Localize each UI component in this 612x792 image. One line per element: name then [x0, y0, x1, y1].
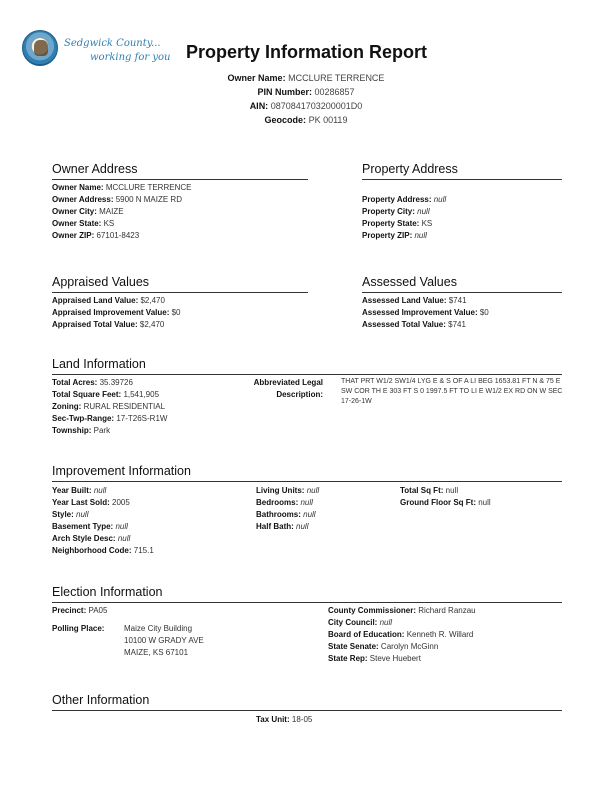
assessed-improvement-row: Assessed Improvement Value: $0: [362, 308, 489, 317]
header-owner-name: Owner Name: MCCLURE TERRENCE: [227, 73, 385, 83]
polling-place-line3: MAIZE, KS 67101: [124, 648, 189, 657]
property-address-row: Property Address: null: [362, 195, 447, 204]
improvement-information-rule: [52, 481, 562, 482]
ground-floor-sq-ft-row: Ground Floor Sq Ft: null: [400, 498, 491, 507]
other-information-rule: [52, 710, 562, 711]
polling-place-line2: 10100 W GRADY AVE: [124, 636, 204, 645]
year-built-row: Year Built: null: [52, 486, 107, 495]
legal-description-text: THAT PRT W1/2 SW1/4 LYG E & S OF A LI BEG 1653.81 FT N & 75 E SW COR TH E 303 FT S 0 1997.5 FT TO LI E W1/2 EX RD ON W SEC 17-26-1W: [341, 378, 563, 405]
bedrooms-row: Bedrooms: null: [256, 498, 313, 507]
total-acres-row: Total Acres: 35.39726: [52, 378, 133, 387]
assessed-values-rule: [362, 292, 562, 293]
logo-tagline: working for you: [90, 52, 171, 63]
logo-county-name: Sedgwick County...: [64, 38, 161, 49]
city-council-row: City Council: null: [328, 618, 393, 627]
state-rep-row: State Rep: Steve Huebert: [328, 654, 421, 663]
board-of-education-row: Board of Education: Kenneth R. Willard: [328, 630, 474, 639]
county-commissioner-row: County Commissioner: Richard Ranzau: [328, 606, 476, 615]
arch-style-desc-row: Arch Style Desc: null: [52, 534, 131, 543]
appraised-values-rule: [52, 292, 308, 293]
report-title: Property Information Report: [186, 42, 428, 62]
appraised-total-row: Appraised Total Value: $2,470: [52, 320, 165, 329]
land-information-rule: [52, 374, 562, 375]
land-information-heading: Land Information: [52, 357, 146, 371]
owner-address-heading: Owner Address: [52, 162, 138, 176]
header-ain: AIN: 0870841703200001D0: [249, 101, 363, 111]
property-address-rule: [362, 179, 562, 180]
legal-label-line2: Description:: [276, 390, 323, 399]
zoning-row: Zoning: RURAL RESIDENTIAL: [52, 402, 166, 411]
neighborhood-code-row: Neighborhood Code: 715.1: [52, 546, 154, 555]
county-seal-icon: [22, 30, 58, 66]
bathrooms-row: Bathrooms: null: [256, 510, 316, 519]
township-row: Township: Park: [52, 426, 111, 435]
state-senate-row: State Senate: Carolyn McGinn: [328, 642, 439, 651]
header-pin-number: PIN Number: 00286857: [257, 87, 355, 97]
polling-place-line1: Maize City Building: [124, 624, 193, 633]
appraised-improvement-row: Appraised Improvement Value: $0: [52, 308, 181, 317]
half-bath-row: Half Bath: null: [256, 522, 309, 531]
appraised-values-heading: Appraised Values: [52, 275, 150, 289]
living-units-row: Living Units: null: [256, 486, 320, 495]
owner-address-rule: [52, 179, 308, 180]
total-sq-ft-row: Total Sq Ft: null: [400, 486, 459, 495]
polling-place-label: Polling Place:: [52, 624, 105, 633]
sec-twp-range-row: Sec-Twp-Range: 17-T26S-R1W: [52, 414, 168, 423]
precinct-row: Precinct: PA05: [52, 606, 108, 615]
property-zip-row: Property ZIP: null: [362, 231, 427, 240]
election-information-heading: Election Information: [52, 585, 163, 599]
basement-type-row: Basement Type: null: [52, 522, 128, 531]
owner-city-row: Owner City: MAIZE: [52, 207, 124, 216]
assessed-land-row: Assessed Land Value: $741: [362, 296, 467, 305]
sedgwick-county-logo: [22, 30, 182, 74]
assessed-values-heading: Assessed Values: [362, 275, 457, 289]
legal-label-line1: Abbreviated Legal: [253, 378, 323, 387]
election-information-rule: [52, 602, 562, 603]
other-information-heading: Other Information: [52, 693, 150, 707]
property-city-row: Property City: null: [362, 207, 430, 216]
appraised-land-row: Appraised Land Value: $2,470: [52, 296, 165, 305]
tax-unit-row: Tax Unit: 18-05: [256, 715, 313, 724]
property-state-row: Property State: KS: [362, 219, 433, 228]
assessed-total-row: Assessed Total Value: $741: [362, 320, 466, 329]
improvement-information-heading: Improvement Information: [52, 464, 191, 478]
style-row: Style: null: [52, 510, 89, 519]
owner-name-row: Owner Name: MCCLURE TERRENCE: [52, 183, 192, 192]
total-square-feet-row: Total Square Feet: 1,541,905: [52, 390, 160, 399]
owner-address-row: Owner Address: 5900 N MAIZE RD: [52, 195, 182, 204]
owner-zip-row: Owner ZIP: 67101-8423: [52, 231, 140, 240]
property-address-heading: Property Address: [362, 162, 458, 176]
year-last-sold-row: Year Last Sold: 2005: [52, 498, 130, 507]
header-geocode: Geocode: PK 00119: [264, 115, 348, 125]
owner-state-row: Owner State: KS: [52, 219, 115, 228]
